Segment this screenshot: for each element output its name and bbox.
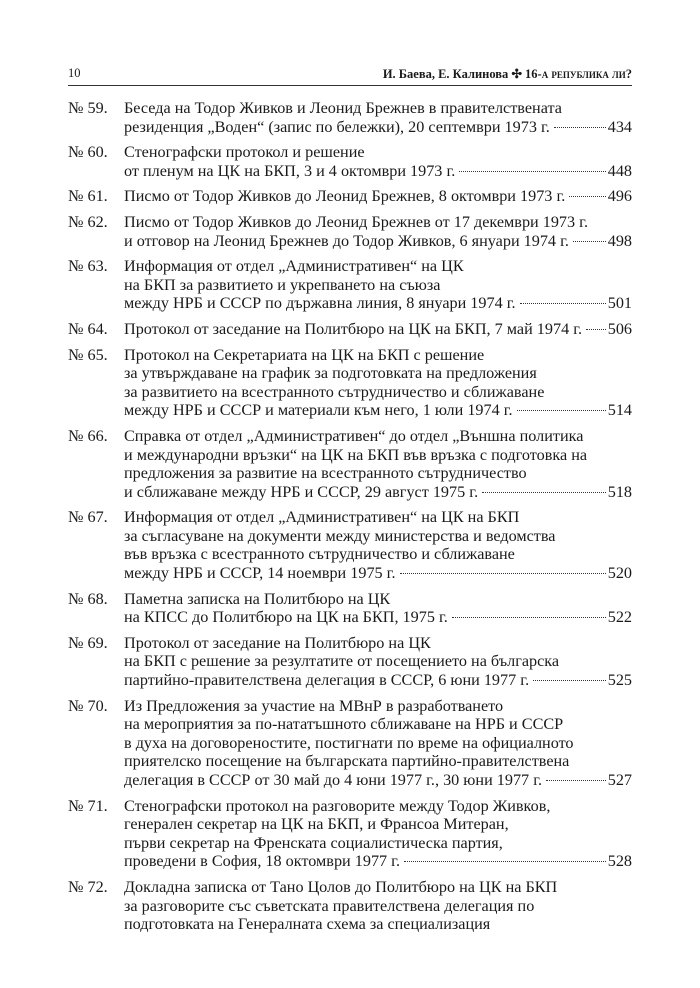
toc-entry [68, 213, 632, 250]
dot-leader [573, 241, 606, 242]
entry-title-line: за съгласуване на документи между министерства и ведомства [124, 526, 556, 545]
dot-leader [459, 171, 605, 172]
entry-title-line: подготовката на Генералната схема за специализация [124, 915, 491, 934]
entry-title-line: за развитието на всестранното сътрудничество и сближаване [124, 382, 545, 401]
entry-title-line: генерален секретар на ЦК на БКП, и Франсоа Митеран, [124, 815, 509, 834]
entry-title-final-line [124, 232, 632, 251]
entry-page-number: 518 [607, 482, 632, 501]
entry-title-line: Стенографски протокол на разговорите между Тодор Живков, [124, 796, 551, 815]
entry-title-line: резиденция „Воден“ (запис по бележки), 20 септември 1973 г. [124, 117, 550, 136]
entry-title-line: и международни връзки“ на ЦК на БКП във връзка с подготовка на [124, 445, 588, 464]
dot-leader [452, 617, 606, 618]
running-head-separator: ✣ [511, 67, 522, 81]
toc-entry [68, 320, 632, 339]
running-head [383, 66, 632, 82]
entry-title-final-line [124, 162, 632, 181]
entry-title-final-line [124, 771, 632, 790]
entry-title-final-line [124, 401, 632, 420]
entry-title-line: на БКП с решение за резултатите от посещението на българска [124, 652, 560, 671]
entry-number: № 61. [68, 187, 108, 206]
entry-title-line: от пленум на ЦК на БКП, 3 и 4 октомври 1973 г. [124, 161, 456, 180]
entry-number: № 71. [68, 796, 108, 815]
page-number: 10 [68, 66, 81, 80]
entry-title-line: предложения за развитие на всестранното сътрудничество [124, 464, 527, 483]
entry-title-line: първи секретар на Френската социалистическа партия, [124, 833, 503, 852]
entry-number: № 63. [68, 257, 108, 276]
entry-number: № 67. [68, 508, 108, 527]
entry-title-final-line [124, 608, 632, 627]
dot-leader [554, 127, 606, 128]
entry-page-number: 448 [607, 161, 632, 180]
toc-entry [68, 346, 632, 420]
entry-title-line: във връзка с всестранното сътрудничество и сближаване [124, 545, 515, 564]
dot-leader [569, 196, 605, 197]
entry-title-line: Беседа на Тодор Живков и Леонид Брежнев в правителствената [124, 99, 562, 117]
entry-page-number: 434 [607, 117, 632, 136]
entry-page-number: 501 [607, 294, 632, 313]
dot-leader [482, 492, 606, 493]
entry-title-line: приятелско посещение на българската партийно-правителствена [124, 752, 570, 771]
entry-number: № 62. [68, 212, 108, 231]
entry-title-line: за утвърждаване на график за подготовката на предложения [124, 364, 537, 383]
entry-title-line: на КПСС до Политбюро на ЦК на БКП, 1975 г. [124, 608, 448, 627]
entry-title-line: на мероприятия за по-нататъшното сближаване на НРБ и СССР [124, 715, 564, 734]
entry-page-number: 525 [607, 671, 632, 690]
toc-entry [68, 99, 632, 136]
entry-number: № 59. [68, 99, 108, 117]
entry-title-line: между НРБ и СССР и материали към него, 1 юли 1974 г. [124, 401, 513, 420]
dot-leader [400, 573, 606, 574]
entry-page-number: 520 [607, 564, 632, 583]
entry-title-line: Справка от отдел „Административен“ до отдел „Външна политика [124, 426, 584, 445]
dot-leader [586, 329, 606, 330]
header-rule [68, 85, 632, 86]
entry-page-number: 506 [607, 319, 632, 338]
toc-entry [68, 878, 632, 934]
running-head-authors: И. Баева, Е. Калинова [382, 67, 509, 81]
entry-number: № 65. [68, 345, 108, 364]
entry-number: № 60. [68, 143, 108, 162]
entry-title-line: на БКП за развитието и укрепването на съюза [124, 275, 441, 294]
toc-entry [68, 187, 632, 206]
entry-title-final-line [124, 294, 632, 313]
entry-title-final-line [124, 320, 632, 339]
entry-title-line: за разговорите със съветската правителствена делегация по [124, 896, 535, 915]
toc-entry [68, 697, 632, 790]
entry-title-line: в духа на договореностите, постигнати по време на официалното [124, 733, 574, 752]
entry-title-line: Протокол от заседание на Политбюро на ЦК на БКП, 7 май 1974 г. [124, 319, 583, 338]
entry-title-line: партийно-правителствена делегация в СССР, 6 юни 1977 г. [124, 671, 530, 690]
entry-title-line: делегация в СССР от 30 май до 4 юни 1977 г., 30 юни 1977 г. [124, 771, 543, 789]
entry-number: № 69. [68, 633, 108, 652]
entry-page-number: 528 [607, 852, 632, 871]
entry-number: № 70. [68, 696, 108, 715]
entry-title-line: Из Предложения за участие на МВнР в разработването [124, 696, 504, 715]
entry-page-number: 527 [607, 771, 632, 789]
entry-page-number: 522 [607, 608, 632, 627]
entry-number: № 66. [68, 426, 108, 445]
entry-title-line: между НРБ и СССР, 14 ноември 1975 г. [124, 564, 396, 583]
entry-title-line: Информация от отдел „Административен“ на ЦК на БКП [124, 508, 520, 527]
entry-title-line: Писмо от Тодор Живков до Леонид Брежнев от 17 декември 1973 г. [124, 212, 589, 231]
entry-title-final-line [124, 483, 632, 502]
dot-leader [533, 680, 606, 681]
running-head-title-number: 16-а [525, 67, 549, 81]
toc-entry [68, 797, 632, 871]
entry-title-final-line [124, 564, 632, 583]
entry-title-line: Протокол на Секретариата на ЦК на БКП с решение [124, 345, 485, 364]
entry-title-line: между НРБ и СССР по държавна линия, 8 януари 1974 г. [124, 294, 516, 313]
entry-title-line: Протокол от заседание на Политбюро на ЦК [124, 633, 431, 652]
entry-title-line: Паметна записка на Политбюро на ЦК [124, 589, 391, 608]
entry-title-line: Информация от отдел „Административен“ на ЦК [124, 257, 464, 276]
entry-number: № 72. [68, 877, 108, 896]
entry-title-final-line [124, 671, 632, 690]
entry-title-line: и сближаване между НРБ и СССР, 29 август 1975 г. [124, 482, 479, 501]
entry-title-final-line [124, 187, 632, 206]
dot-leader [520, 303, 606, 304]
entry-title-line: проведени в София, 18 октомври 1977 г. [124, 852, 401, 871]
entry-title-final-line [124, 852, 632, 871]
toc-entry [68, 634, 632, 690]
entry-page-number: 514 [607, 401, 632, 420]
entry-page-number: 496 [607, 187, 632, 206]
entry-title-line: Писмо от Тодор Живков до Леонид Брежнев, 8 октомври 1973 г. [124, 187, 566, 206]
toc-entry [68, 508, 632, 582]
entry-title-final-line [124, 118, 632, 137]
entry-number: № 64. [68, 319, 108, 338]
toc-entry [68, 257, 632, 313]
entry-title-line: Стенографски протокол и решение [124, 143, 365, 162]
running-head-title: република ли? [551, 67, 632, 81]
dot-leader [517, 410, 606, 411]
toc-entry [68, 143, 632, 180]
page-header [68, 66, 632, 86]
toc-entry [68, 590, 632, 627]
table-of-contents [68, 99, 632, 941]
entry-number: № 68. [68, 589, 108, 608]
toc-entry [68, 427, 632, 501]
entry-title-line: и отговор на Леонид Брежнев до Тодор Живков, 6 януари 1974 г. [124, 231, 569, 250]
dot-leader [404, 861, 606, 862]
dot-leader [546, 780, 606, 781]
entry-title-line: Докладна записка от Тано Цолов до Политбюро на ЦК на БКП [124, 877, 558, 896]
entry-page-number: 498 [607, 231, 632, 250]
